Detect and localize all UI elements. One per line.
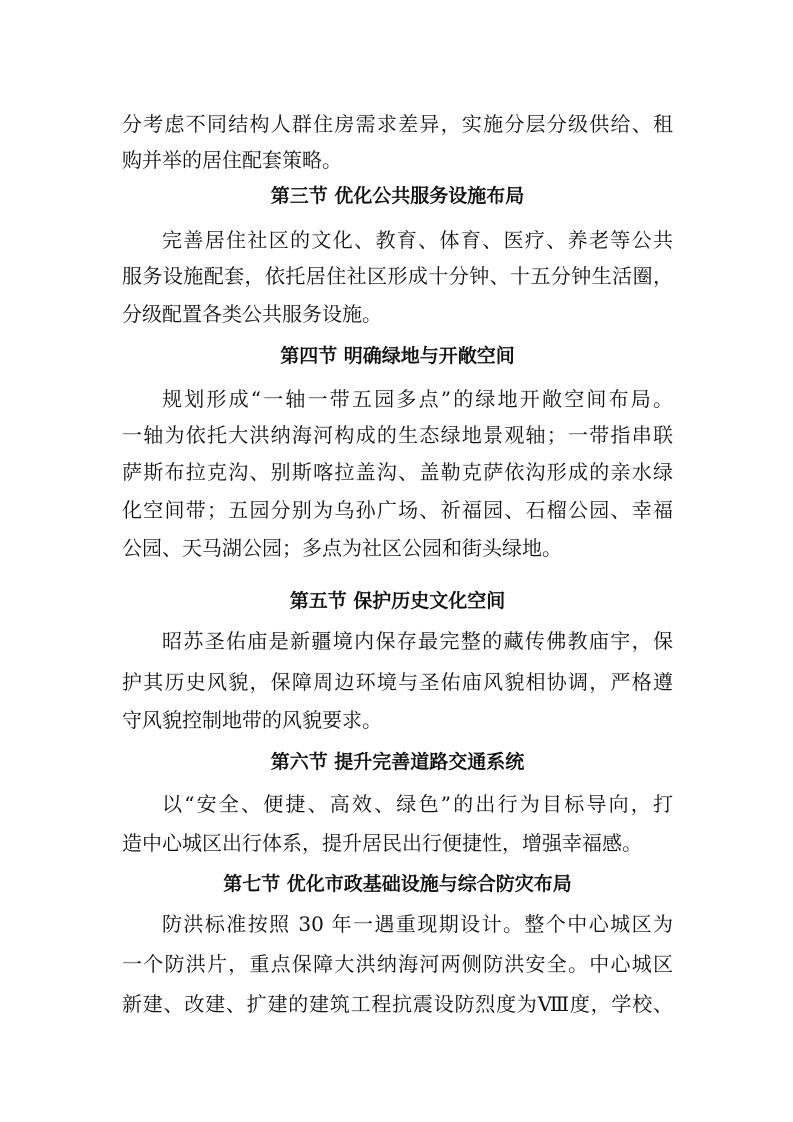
section-heading: 第六节 提升完善道路交通系统 [270,751,525,773]
body-text-line: 昭苏圣佑庙是新疆境内保存最完整的藏传佛教庙宇，保 [162,629,673,653]
body-text-line: 购并举的居住配套策略。 [122,148,342,172]
body-text-line: 一轴为依托大洪纳海河构成的生态绿地景观轴；一带指串联 [122,423,673,447]
body-text-line: 以“安全、便捷、高效、绿色”的出行为目标导向，打 [162,792,673,816]
body-text-line: 护其历史风貌，保障周边环境与圣佑庙风貌相协调，严格遵 [122,670,673,694]
body-text-line: 萨斯布拉克沟、别斯喀拉盖沟、盖勒克萨依沟形成的亲水绿 [122,460,673,484]
section-heading: 第七节 优化市政基础设施与综合防灾布局 [223,873,572,895]
body-text-line: 化空间带；五园分别为乌孙广场、祈福园、石榴公园、幸福 [122,498,673,522]
body-text-line: 分级配置各类公共服务设施。 [122,302,382,326]
body-text-line: 规划形成“一轴一带五园多点”的绿地开敞空间布局。 [162,387,673,411]
section-heading: 第三节 优化公共服务设施布局 [270,185,525,207]
body-text-line: 防洪标准按照 30 年一遇重现期设计。整个中心城区为 [162,912,673,936]
body-text-line: 服务设施配套，依托居住社区形成十分钟、十五分钟生活圈， [122,264,673,288]
body-text-line: 造中心城区出行体系，提升居民出行便捷性，增强幸福感。 [122,831,642,855]
section-heading: 第四节 明确绿地与开敞空间 [280,345,515,367]
body-text-line: 守风貌控制地带的风貌要求。 [122,708,382,732]
body-text-line: 公园、天马湖公园；多点为社区公园和街头绿地。 [122,536,562,560]
body-text-line: 新建、改建、扩建的建筑工程抗震设防烈度为Ⅷ度，学校、 [122,992,673,1016]
body-text-line: 一个防洪片，重点保障大洪纳海河两侧防洪安全。中心城区 [122,952,673,976]
section-heading: 第五节 保护历史文化空间 [289,590,506,612]
body-text-line: 完善居住社区的文化、教育、体育、医疗、养老等公共 [162,228,673,252]
body-text-line: 分考虑不同结构人群住房需求差异，实施分层分级供给、租 [122,112,673,136]
